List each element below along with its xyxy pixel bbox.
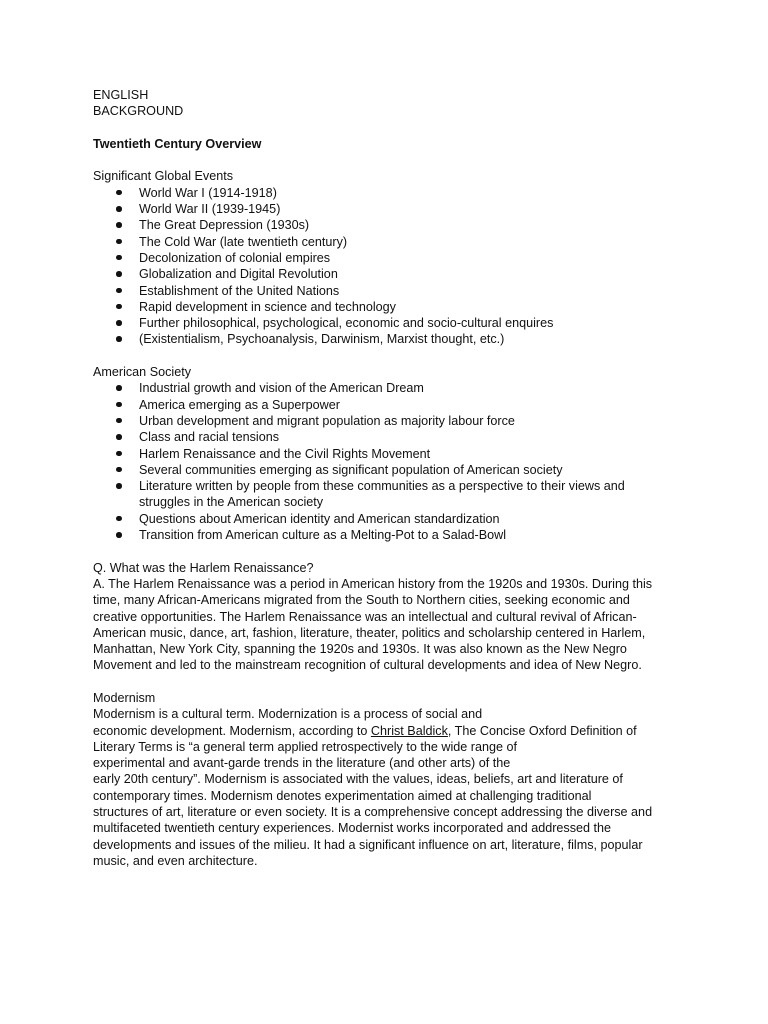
qa-answer-line: A. The Harlem Renaissance was a period in American history from the 1920s and 1930s. During this	[93, 576, 653, 591]
list-item: Globalization and Digital Revolution	[93, 266, 683, 282]
list-item: Industrial growth and vision of the American Dream	[93, 380, 683, 396]
header-line-background: BACKGROUND	[93, 104, 184, 119]
list-item: The Great Depression (1930s)	[93, 217, 683, 233]
modernism-line: music, and even architecture.	[93, 853, 258, 868]
spacer	[93, 543, 683, 559]
list-item: World War I (1914-1918)	[93, 185, 683, 201]
spacer	[93, 674, 683, 690]
list-item: Literature written by people from these communities as a perspective to their views and struggles in the American society	[93, 478, 629, 511]
list-item: America emerging as a Superpower	[93, 397, 683, 413]
list-item: Several communities emerging as significant population of American society	[93, 462, 683, 478]
qa-answer-line: American music, dance, art, fashion, literature, theater, politics and scholarship centered in Harlem,	[93, 625, 646, 640]
list-item: Harlem Renaissance and the Civil Rights Movement	[93, 446, 683, 462]
qa-answer-line: time, many African-Americans migrated from the South to Northern cities, seeking economic and	[93, 593, 630, 608]
list-item: Transition from American culture as a Melting-Pot to a Salad-Bowl	[93, 527, 683, 543]
spacer	[93, 152, 683, 168]
spacer	[93, 120, 683, 136]
document-page	[93, 87, 683, 869]
list-item: Rapid development in science and technology	[93, 299, 683, 315]
list-item: Further philosophical, psychological, economic and socio-cultural enquires	[93, 315, 683, 331]
modernism-line: Literary Terms is “a general term applied retrospectively to the wide range of	[93, 739, 517, 754]
list-item: Questions about American identity and American standardization	[93, 511, 683, 527]
american-society-heading: American Society	[93, 365, 191, 380]
list-item: World War II (1939-1945)	[93, 201, 683, 217]
qa-question: Q. What was the Harlem Renaissance?	[93, 560, 314, 575]
modernism-line: early 20th century”. Modernism is associated with the values, ideas, beliefs, art and literature of	[93, 772, 623, 787]
list-item: (Existentialism, Psychoanalysis, Darwinism, Marxist thought, etc.)	[93, 331, 683, 347]
qa-answer-line: Movement and led to the mainstream recognition of cultural developments and idea of New Negro.	[93, 658, 642, 673]
modernism-line: experimental and avant-garde trends in the literature (and other arts) of the	[93, 756, 511, 771]
modernism-text: , The Concise Oxford Definition of	[447, 723, 637, 738]
christ-baldick-link[interactable]: Christ Baldick	[370, 723, 448, 738]
modernism-line: Modernism is a cultural term. Modernization is a process of social and	[93, 707, 483, 722]
global-events-list	[93, 185, 683, 348]
modernism-line: developments and issues of the milieu. It had a significant influence on art, literature, films, popular	[93, 837, 643, 852]
modernism-text: economic development. Modernism, according to	[93, 723, 371, 738]
qa-answer-line: Manhattan, New York City, spanning the 1920s and 1930s. It was also known as the New Negro	[93, 642, 627, 657]
document-title: Twentieth Century Overview	[93, 136, 262, 151]
modernism-line: multifaceted twentieth century experiences. Modernist works incorporated and addressed the	[93, 821, 612, 836]
list-item: The Cold War (late twentieth century)	[93, 234, 683, 250]
list-item: Decolonization of colonial empires	[93, 250, 683, 266]
list-item: Class and racial tensions	[93, 429, 683, 445]
modernism-line: structures of art, literature or even society. It is a comprehensive concept addressing the diverse and	[93, 805, 653, 820]
american-society-list	[93, 380, 683, 543]
qa-answer-line: creative opportunities. The Harlem Renaissance was an intellectual and cultural revival of African-	[93, 609, 637, 624]
global-events-heading: Significant Global Events	[93, 169, 234, 184]
list-item: Urban development and migrant population as majority labour force	[93, 413, 683, 429]
modernism-line	[93, 723, 683, 739]
spacer	[93, 348, 683, 364]
modernism-heading: Modernism	[93, 690, 156, 705]
modernism-line: contemporary times. Modernism denotes experimentation aimed at challenging traditional	[93, 788, 592, 803]
list-item: Establishment of the United Nations	[93, 283, 683, 299]
header-line-english: ENGLISH	[93, 88, 149, 102]
